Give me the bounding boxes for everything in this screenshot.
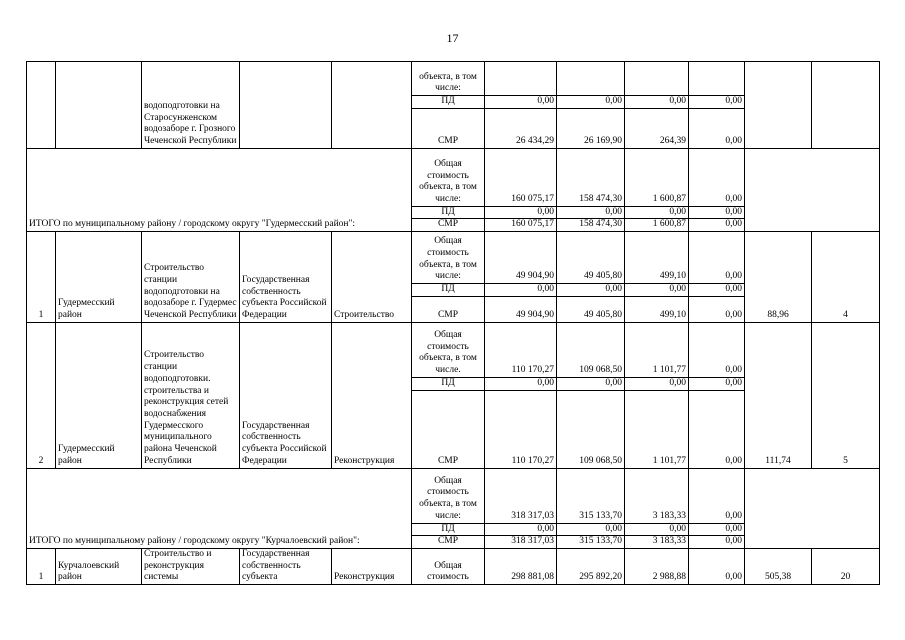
district-total-label: ИТОГО по муниципальному району / городскому округу "Курчалоевский район":	[27, 468, 412, 548]
smr-label-cell: СМР	[412, 536, 485, 549]
value-cell: 0,00	[485, 206, 557, 219]
value-cell: 0,00	[625, 96, 689, 109]
value-cell: 26 434,29	[485, 108, 557, 148]
object-name-cell: Строительство станции водоподготовки на водозаборе г. Гудермес Чеченской Республики	[142, 232, 240, 323]
empty-summary-cell	[745, 468, 880, 548]
value-cell: 0,00	[689, 390, 745, 468]
value-cell: 49 904,90	[485, 232, 557, 284]
value-cell: 0,00	[689, 96, 745, 109]
count-cell: 5	[812, 322, 880, 468]
value-cell: 158 474,30	[557, 219, 625, 232]
value-cell: 0,00	[625, 377, 689, 390]
work-type-cell: Реконструкция	[332, 322, 412, 468]
value-cell: 109 068,50	[557, 322, 625, 377]
value-cell: 0,00	[557, 206, 625, 219]
pd-label-cell: ПД	[412, 523, 485, 536]
count-cell: 4	[812, 232, 880, 323]
value-cell: 318 317,03	[485, 468, 557, 523]
table-row	[27, 548, 880, 584]
smr-label-cell: СМР	[412, 296, 485, 322]
value-cell: 0,00	[689, 322, 745, 377]
cost-label-cell: Общая стоимость	[412, 548, 485, 584]
pd-label-cell: ПД	[412, 206, 485, 219]
value-cell: 0,00	[557, 523, 625, 536]
value-cell: 0,00	[557, 284, 625, 297]
value-cell: 0,00	[689, 536, 745, 549]
ownership-cell: Государственная собственность субъекта Российской Федерации	[240, 322, 332, 468]
empty-summary-cell	[745, 148, 880, 231]
work-type-cell: Реконструкция	[332, 548, 412, 584]
value-cell: 0,00	[689, 219, 745, 232]
value-cell	[625, 62, 689, 96]
value-cell: 298 881,08	[485, 548, 557, 584]
cost-label-cell: Общая стоимость объекта, в том числе:	[412, 232, 485, 284]
count-cell: 20	[812, 548, 880, 584]
pd-label-cell: ПД	[412, 96, 485, 109]
value-cell: 1 600,87	[625, 148, 689, 206]
row-number-cell: 2	[27, 322, 56, 468]
district-cell	[56, 62, 142, 149]
value-cell: 0,00	[689, 232, 745, 284]
value-cell: 0,00	[485, 523, 557, 536]
district-cell: Гудермесский район	[56, 322, 142, 468]
value-cell: 49 405,80	[557, 296, 625, 322]
object-name-cell: водоподготовки на Старосунженском водозаборе г. Грозного Чеченской Республики	[142, 62, 240, 149]
table-row	[27, 468, 880, 523]
page-number: 17	[446, 31, 459, 45]
value-cell: 318 317,03	[485, 536, 557, 549]
value-cell: 0,00	[625, 206, 689, 219]
value-cell: 0,00	[689, 296, 745, 322]
district-total-label: ИТОГО по муниципальному району / городскому округу "Гудермесский район":	[27, 148, 412, 231]
value-cell: 0,00	[485, 284, 557, 297]
value-cell: 109 068,50	[557, 390, 625, 468]
value-cell: 110 170,27	[485, 322, 557, 377]
row-number-cell: 1	[27, 232, 56, 323]
value-cell: 315 133,70	[557, 536, 625, 549]
value-cell: 0,00	[689, 108, 745, 148]
value-cell: 499,10	[625, 296, 689, 322]
object-name-cell: Строительство станции водоподготовки. строительства и реконструкция сетей водоснабжения Гудермесского муниципального района Чеченской Республики	[142, 322, 240, 468]
pd-label-cell: ПД	[412, 377, 485, 390]
value-cell	[485, 62, 557, 96]
investment-table	[26, 61, 880, 585]
value-cell: 0,00	[485, 377, 557, 390]
district-cell: Гудермесский район	[56, 232, 142, 323]
capacity-cell	[745, 62, 812, 149]
value-cell: 0,00	[689, 148, 745, 206]
value-cell: 0,00	[557, 377, 625, 390]
value-cell: 49 405,80	[557, 232, 625, 284]
value-cell: 0,00	[689, 206, 745, 219]
value-cell: 0,00	[485, 96, 557, 109]
cost-label-cell: Общая стоимость объекта, в том числе.	[412, 322, 485, 377]
district-cell: Курчалоевский район	[56, 548, 142, 584]
value-cell: 110 170,27	[485, 390, 557, 468]
value-cell: 499,10	[625, 232, 689, 284]
value-cell: 0,00	[557, 96, 625, 109]
value-cell: 49 904,90	[485, 296, 557, 322]
value-cell: 160 075,17	[485, 148, 557, 206]
value-cell: 158 474,30	[557, 148, 625, 206]
value-cell: 3 183,33	[625, 468, 689, 523]
value-cell: 1 101,77	[625, 390, 689, 468]
table-row	[27, 62, 880, 96]
row-number-cell: 1	[27, 548, 56, 584]
value-cell: 1 101,77	[625, 322, 689, 377]
value-cell: 0,00	[689, 284, 745, 297]
cost-label-cell: Общая стоимость объекта, в том числе:	[412, 468, 485, 523]
value-cell: 0,00	[689, 377, 745, 390]
ownership-cell: Государственная собственность субъекта	[240, 548, 332, 584]
value-cell	[689, 62, 745, 96]
value-cell: 1 600,87	[625, 219, 689, 232]
smr-label-cell: СМР	[412, 390, 485, 468]
capacity-cell: 505,38	[745, 548, 812, 584]
value-cell: 0,00	[689, 548, 745, 584]
cost-label-cell: Общая стоимость объекта, в том числе:	[412, 148, 485, 206]
object-name-cell: Строительство и реконструкция системы	[142, 548, 240, 584]
value-cell	[557, 62, 625, 96]
table-row	[27, 148, 880, 206]
ownership-cell	[240, 62, 332, 149]
capacity-cell: 111,74	[745, 322, 812, 468]
ownership-cell: Государственная собственность субъекта Российской Федерации	[240, 232, 332, 323]
smr-label-cell: СМР	[412, 219, 485, 232]
value-cell: 3 183,33	[625, 536, 689, 549]
smr-label-cell: СМР	[412, 108, 485, 148]
work-type-cell	[332, 62, 412, 149]
value-cell: 264,39	[625, 108, 689, 148]
value-cell: 0,00	[689, 523, 745, 536]
count-cell	[812, 62, 880, 149]
work-type-cell: Строительство	[332, 232, 412, 323]
table-row	[27, 232, 880, 284]
value-cell: 315 133,70	[557, 468, 625, 523]
cost-label-cell: объекта, в том числе:	[412, 62, 485, 96]
value-cell: 0,00	[625, 284, 689, 297]
table-row	[27, 322, 880, 377]
value-cell: 160 075,17	[485, 219, 557, 232]
pd-label-cell: ПД	[412, 284, 485, 297]
value-cell: 295 892,20	[557, 548, 625, 584]
capacity-cell: 88,96	[745, 232, 812, 323]
value-cell: 0,00	[625, 523, 689, 536]
row-number-cell	[27, 62, 56, 149]
value-cell: 26 169,90	[557, 108, 625, 148]
value-cell: 2 988,88	[625, 548, 689, 584]
value-cell: 0,00	[689, 468, 745, 523]
